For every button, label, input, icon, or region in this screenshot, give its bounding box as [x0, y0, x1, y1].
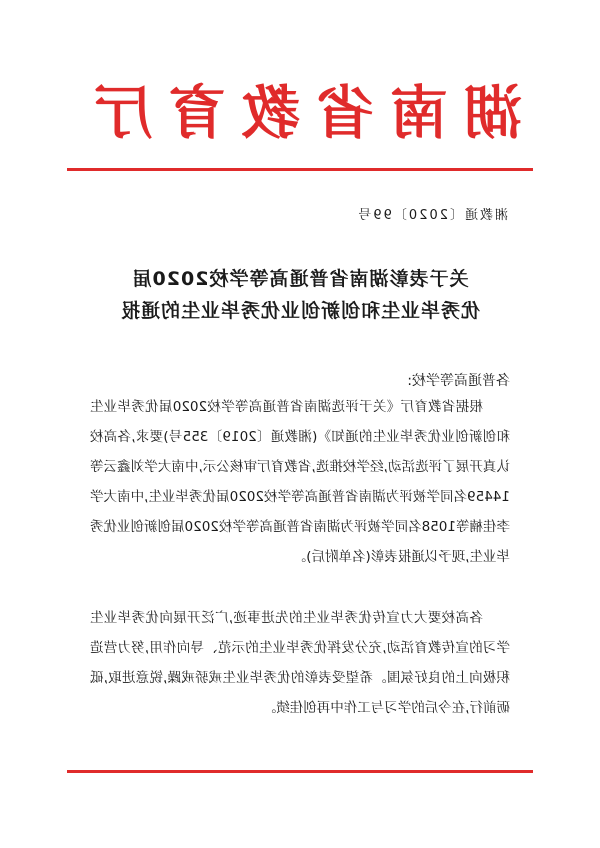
doc-title-line2: 优秀毕业生和创新创业优秀毕业生的通报: [120, 300, 481, 322]
doc-title-line1: 关于表彰湖南省普通高等学校2020届: [131, 268, 469, 290]
red-rule-bottom: [67, 770, 533, 773]
doc-number: 湘教通〔2020〕99号: [356, 208, 508, 223]
masthead-title: 湖南省教育厅: [78, 79, 523, 147]
salutation: 各普通高等学校:: [407, 373, 510, 389]
body-paragraph-2: 各高校要大力宣传优秀毕业生的先进事迹,广泛开展向优秀毕业生学习的宣传教育活动,充分发挥优秀毕业生的示范、导向作用,努力营造积极向上的良好氛围。希望受表彰的优秀毕业生戒骄戒躁,锐意进取,砥砺前行,在今后的学习与工作中再创佳绩。: [90, 610, 510, 716]
red-rule-top: [67, 168, 533, 171]
body-paragraph-1: 根据省教育厅《关于评选湖南省普通高等学校2020届优秀毕业生和创新创业优秀毕业生的通知》(湘教通〔2019〕355号)要求,各高校认真开展了评选活动,经学校推选,省教育厅审核公示,中南大学刘鑫云等14459名同学被评为湖南省普通高等学校2020届优秀毕业生,中南大学李佳楠等1058名同学被评为湖南省普通高等学校2020届创新创业优秀毕业生,现予以通报表彰(名单附后)。: [90, 399, 510, 565]
